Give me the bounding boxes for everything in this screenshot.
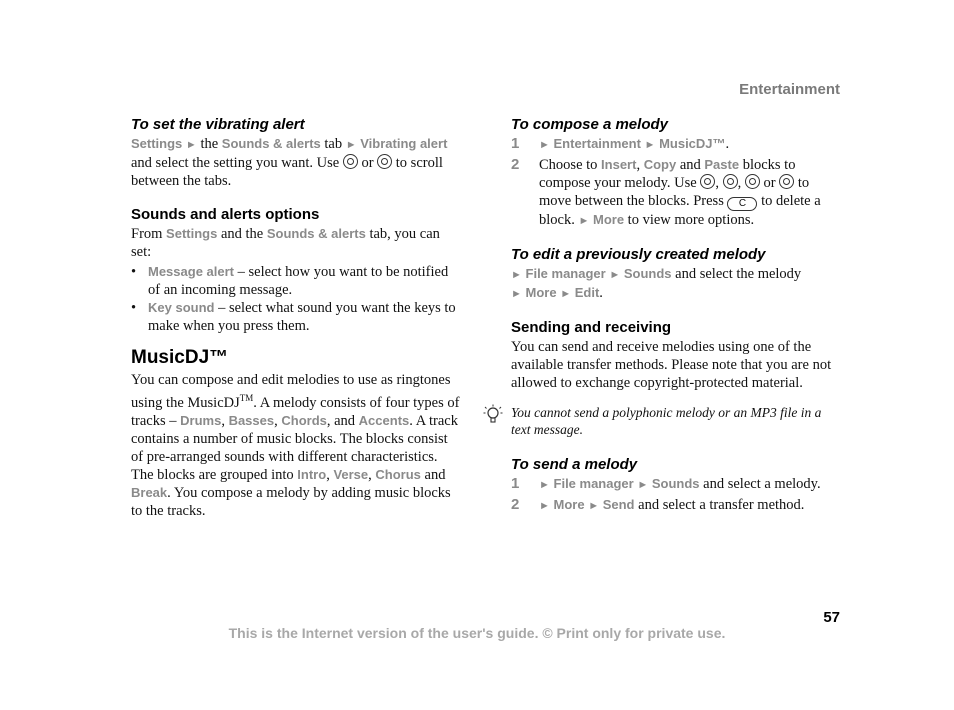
text: tab, you can set: [131, 226, 440, 260]
heading-compose: To compose a melody [511, 116, 668, 133]
kw-file-manager: File manager [553, 476, 634, 491]
running-header: Entertainment [739, 81, 840, 98]
text: – select how you want to be notified of an incoming message. [148, 264, 449, 298]
options-list [131, 263, 461, 335]
text: blocks to compose your melody. Use [539, 157, 796, 191]
nav-down-icon [779, 174, 794, 189]
text: . You compose a melody by adding music blocks to the tracks. [131, 484, 451, 519]
kw-more: More [553, 497, 585, 512]
paragraph-edit: ► File manager ► Sounds and select the melody ► More ► Edit. [511, 266, 802, 301]
kw-verse: Verse [333, 466, 369, 482]
list-item [131, 263, 461, 299]
step-1 [511, 475, 841, 494]
heading-edit: To edit a previously created melody [511, 246, 766, 263]
kw-file-manager: File manager [525, 266, 606, 281]
kw-sounds: Sounds [623, 266, 672, 281]
kw-sounds-alerts: Sounds & alerts [221, 136, 321, 151]
step-2: 2 Choose to Insert, Copy and Paste blocks to compose your melody. Use , , or to move between the blocks. Press C to delete a block. ► More to view more options. [511, 156, 821, 228]
step-number: 1 [511, 475, 520, 492]
arrow-icon: ► [637, 479, 649, 491]
text: or [361, 155, 374, 171]
arrow-icon: ► [345, 139, 357, 151]
text: to delete a block. [539, 193, 821, 228]
kw-accents: Accents [358, 412, 410, 428]
page-number: 57 [823, 609, 840, 626]
nav-right-icon [377, 154, 392, 169]
c-key-icon: C [727, 197, 757, 211]
lightbulb-icon [483, 404, 503, 426]
heading-vibrating-alert: To set the vibrating alert [131, 116, 305, 133]
arrow-icon: ► [609, 269, 621, 281]
left-column [131, 116, 461, 520]
kw-more: More [592, 212, 625, 227]
heading-sounds-options: Sounds and alerts options [131, 206, 320, 223]
kw-vibrating-alert: Vibrating alert [360, 136, 448, 151]
kw-sounds: Sounds [651, 476, 700, 491]
note-text: You cannot send a polyphonic melody or an MP3 file in a text message. [511, 405, 822, 437]
kw-sounds-alerts: Sounds & alerts [266, 226, 366, 241]
text: the [200, 136, 219, 152]
right-column [511, 116, 841, 515]
kw-edit: Edit [574, 285, 600, 300]
kw-break: Break [131, 484, 168, 500]
kw-send: Send [602, 497, 635, 512]
kw-drums: Drums [180, 412, 222, 428]
kw-settings: Settings [131, 136, 183, 151]
paragraph-sending: You can send and receive melodies using one of the available transfer methods. Please note that you are not allowed to exchange copyright-protected material. [511, 339, 832, 391]
nav-right-icon [723, 174, 738, 189]
arrow-icon: ► [539, 500, 550, 512]
step-number: 2 [511, 496, 520, 513]
text: – select what sound you want the keys to make when you press them. [148, 300, 456, 334]
nav-left-icon [343, 154, 358, 169]
heading-send: To send a melody [511, 456, 638, 473]
text: and select the setting you want. Use [131, 155, 340, 171]
text: and select a melody. [703, 476, 821, 492]
kw-message-alert: Message alert [148, 264, 234, 279]
kw-settings: Settings [166, 226, 218, 241]
kw-entertainment: Entertainment [553, 136, 641, 151]
list-item [131, 299, 461, 335]
kw-insert: Insert [601, 157, 637, 172]
text: and [334, 412, 356, 429]
text: to move between the blocks. Press [539, 175, 810, 209]
heading-musicdj: MusicDJ™ [131, 347, 229, 368]
text: tab [324, 136, 343, 152]
kw-chords: Chords [281, 412, 327, 428]
step-number: 1 [511, 135, 520, 152]
tm-mark: TM [239, 393, 254, 403]
arrow-icon: ► [539, 479, 550, 491]
arrow-icon: ► [185, 139, 197, 151]
kw-chorus: Chorus [375, 466, 421, 482]
kw-intro: Intro [297, 466, 327, 482]
heading-sending: Sending and receiving [511, 319, 672, 336]
step-1: 1 ► Entertainment ► MusicDJ™. [511, 135, 730, 152]
text: . A melody consists of four types of tracks – [131, 394, 460, 429]
arrow-icon: ► [511, 269, 522, 281]
text: . A track contains a number of music blocks. The blocks consist of pre-arranged sounds with different characteristics. The blocks are grouped into [131, 412, 458, 483]
text: to view more options. [627, 212, 755, 228]
text: From [131, 226, 163, 242]
nav-left-icon [700, 174, 715, 189]
text: and the [220, 226, 264, 242]
step-number: 2 [511, 156, 520, 173]
arrow-icon: ► [539, 139, 550, 151]
arrow-icon: ► [511, 288, 522, 300]
kw-key-sound: Key sound [148, 300, 215, 315]
text: and select a transfer method. [638, 497, 805, 513]
text: You can compose and edit melodies to use as ringtones using the MusicDJ [131, 372, 451, 411]
kw-basses: Basses [228, 412, 275, 428]
text: Choose to [539, 157, 598, 173]
arrow-icon: ► [560, 288, 572, 300]
nav-up-icon [745, 174, 760, 189]
text: or [763, 175, 776, 191]
text: and [679, 157, 701, 173]
arrow-icon: ► [644, 139, 656, 151]
kw-paste: Paste [704, 157, 740, 172]
note [511, 404, 841, 438]
kw-copy: Copy [643, 157, 677, 172]
text: and [424, 466, 446, 483]
step-2 [511, 496, 841, 515]
arrow-icon: ► [588, 500, 600, 512]
text: and select the melody [675, 266, 802, 282]
text: to scroll between the tabs. [131, 155, 443, 189]
kw-more: More [525, 285, 557, 300]
arrow-icon: ► [578, 215, 590, 227]
paragraph-options [131, 225, 461, 261]
footer-notice: This is the Internet version of the user's guide. © Print only for private use. [228, 625, 726, 641]
paragraph-vibrating [131, 135, 461, 190]
paragraph-musicdj: You can compose and edit melodies to use as ringtones using the MusicDJ™. A melody consists of four types of tracks – Drums, Basses, Chords, and Accents. A track contains a number of music blocks. The blocks consist of pre-arranged sounds with different characteristics. The blocks are grouped into Intro, Verse, Chorus and Break. You compose a melody by adding music blocks to the tracks. [131, 372, 460, 519]
kw-musicdj: MusicDJ™ [659, 136, 726, 151]
